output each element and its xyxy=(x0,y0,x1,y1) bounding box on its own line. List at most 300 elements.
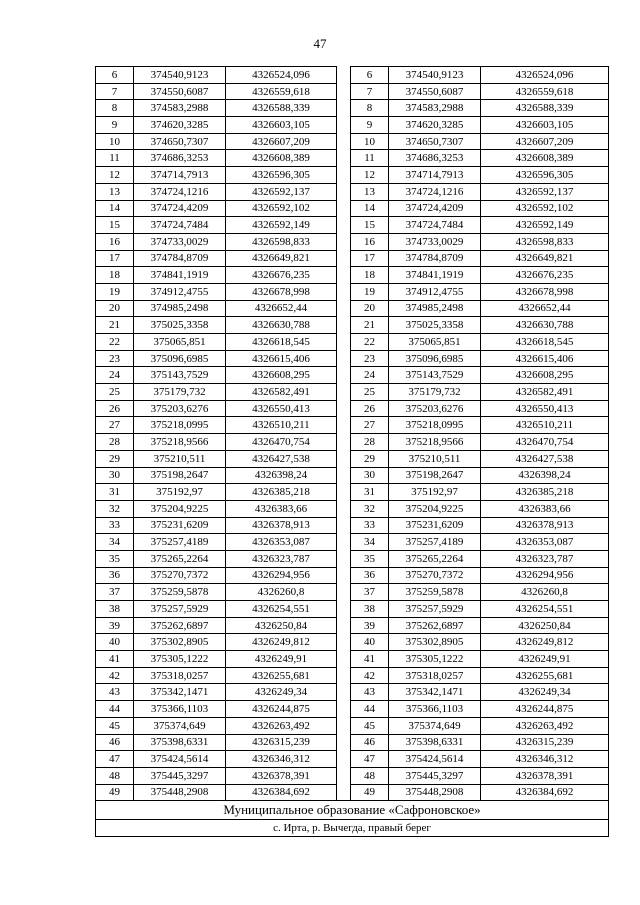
column-gap xyxy=(337,450,351,467)
column-gap xyxy=(337,300,351,317)
point-number-right: 28 xyxy=(351,434,389,451)
y-coordinate-right: 4326255,681 xyxy=(481,667,609,684)
x-coordinate-right: 374724,1216 xyxy=(389,183,481,200)
point-number-right: 30 xyxy=(351,467,389,484)
y-coordinate-right: 4326559,618 xyxy=(481,83,609,100)
point-number-right: 19 xyxy=(351,283,389,300)
y-coordinate-right: 4326378,913 xyxy=(481,517,609,534)
y-coordinate-right: 4326510,211 xyxy=(481,417,609,434)
table-row xyxy=(96,117,609,134)
point-number-right: 6 xyxy=(351,67,389,84)
column-gap xyxy=(337,150,351,167)
x-coordinate-left: 375257,5929 xyxy=(134,601,226,618)
x-coordinate-left: 375179,732 xyxy=(134,384,226,401)
point-number-right: 37 xyxy=(351,584,389,601)
point-number-right: 15 xyxy=(351,217,389,234)
column-gap xyxy=(337,517,351,534)
y-coordinate-left: 4326398,24 xyxy=(226,467,337,484)
table-row xyxy=(96,150,609,167)
y-coordinate-left: 4326652,44 xyxy=(226,300,337,317)
x-coordinate-right: 375342,1471 xyxy=(389,684,481,701)
y-coordinate-left: 4326592,102 xyxy=(226,200,337,217)
x-coordinate-right: 375259,5878 xyxy=(389,584,481,601)
y-coordinate-right: 4326244,875 xyxy=(481,701,609,718)
x-coordinate-left: 375342,1471 xyxy=(134,684,226,701)
y-coordinate-right: 4326598,833 xyxy=(481,233,609,250)
x-coordinate-left: 375302,8905 xyxy=(134,634,226,651)
y-coordinate-right: 4326378,391 xyxy=(481,767,609,784)
x-coordinate-left: 375262,6897 xyxy=(134,617,226,634)
table-row xyxy=(96,250,609,267)
y-coordinate-left: 4326378,913 xyxy=(226,517,337,534)
point-number-right: 12 xyxy=(351,167,389,184)
column-gap xyxy=(337,701,351,718)
point-number-right: 10 xyxy=(351,133,389,150)
point-number-left: 6 xyxy=(96,67,134,84)
point-number-left: 21 xyxy=(96,317,134,334)
y-coordinate-left: 4326384,692 xyxy=(226,784,337,801)
x-coordinate-left: 375305,1222 xyxy=(134,651,226,668)
x-coordinate-left: 375210,511 xyxy=(134,450,226,467)
column-gap xyxy=(337,734,351,751)
point-number-left: 29 xyxy=(96,450,134,467)
x-coordinate-right: 374650,7307 xyxy=(389,133,481,150)
table-row xyxy=(96,367,609,384)
column-gap xyxy=(337,217,351,234)
x-coordinate-left: 374724,7484 xyxy=(134,217,226,234)
point-number-left: 11 xyxy=(96,150,134,167)
y-coordinate-left: 4326630,788 xyxy=(226,317,337,334)
column-gap xyxy=(337,117,351,134)
y-coordinate-right: 4326592,149 xyxy=(481,217,609,234)
point-number-left: 31 xyxy=(96,484,134,501)
y-coordinate-left: 4326353,087 xyxy=(226,534,337,551)
table-row xyxy=(96,233,609,250)
point-number-left: 37 xyxy=(96,584,134,601)
y-coordinate-right: 4326582,491 xyxy=(481,384,609,401)
table-row xyxy=(96,601,609,618)
column-gap xyxy=(337,100,351,117)
table-row xyxy=(96,133,609,150)
y-coordinate-left: 4326255,681 xyxy=(226,667,337,684)
y-coordinate-left: 4326249,812 xyxy=(226,634,337,651)
table-row xyxy=(96,534,609,551)
x-coordinate-right: 375398,6331 xyxy=(389,734,481,751)
point-number-left: 41 xyxy=(96,651,134,668)
column-gap xyxy=(337,717,351,734)
y-coordinate-left: 4326315,239 xyxy=(226,734,337,751)
y-coordinate-right: 4326652,44 xyxy=(481,300,609,317)
x-coordinate-left: 374540,9123 xyxy=(134,67,226,84)
x-coordinate-left: 374724,4209 xyxy=(134,200,226,217)
point-number-left: 30 xyxy=(96,467,134,484)
y-coordinate-left: 4326582,491 xyxy=(226,384,337,401)
x-coordinate-left: 374686,3253 xyxy=(134,150,226,167)
column-gap xyxy=(337,133,351,150)
column-gap xyxy=(337,384,351,401)
point-number-right: 32 xyxy=(351,500,389,517)
column-gap xyxy=(337,233,351,250)
point-number-right: 31 xyxy=(351,484,389,501)
y-coordinate-left: 4326510,211 xyxy=(226,417,337,434)
y-coordinate-left: 4326588,339 xyxy=(226,100,337,117)
x-coordinate-left: 375231,6209 xyxy=(134,517,226,534)
x-coordinate-left: 374724,1216 xyxy=(134,183,226,200)
y-coordinate-right: 4326603,105 xyxy=(481,117,609,134)
x-coordinate-left: 375192,97 xyxy=(134,484,226,501)
y-coordinate-right: 4326250,84 xyxy=(481,617,609,634)
coordinates-table xyxy=(95,66,609,837)
table-row xyxy=(96,767,609,784)
x-coordinate-left: 375424,5614 xyxy=(134,751,226,768)
point-number-right: 27 xyxy=(351,417,389,434)
y-coordinate-right: 4326470,754 xyxy=(481,434,609,451)
column-gap xyxy=(337,267,351,284)
y-coordinate-left: 4326592,149 xyxy=(226,217,337,234)
point-number-right: 42 xyxy=(351,667,389,684)
point-number-left: 32 xyxy=(96,500,134,517)
column-gap xyxy=(337,200,351,217)
table-row xyxy=(96,734,609,751)
y-coordinate-right: 4326254,551 xyxy=(481,601,609,618)
x-coordinate-right: 375065,851 xyxy=(389,334,481,351)
x-coordinate-left: 374650,7307 xyxy=(134,133,226,150)
y-coordinate-right: 4326607,209 xyxy=(481,133,609,150)
x-coordinate-right: 374733,0029 xyxy=(389,233,481,250)
point-number-right: 43 xyxy=(351,684,389,701)
column-gap xyxy=(337,467,351,484)
location-heading: с. Ирта, р. Вычегда, правый берег xyxy=(96,820,609,837)
x-coordinate-right: 374985,2498 xyxy=(389,300,481,317)
point-number-left: 26 xyxy=(96,400,134,417)
x-coordinate-left: 374714,7913 xyxy=(134,167,226,184)
point-number-left: 40 xyxy=(96,634,134,651)
column-gap xyxy=(337,634,351,651)
y-coordinate-right: 4326649,821 xyxy=(481,250,609,267)
x-coordinate-right: 375366,1103 xyxy=(389,701,481,718)
y-coordinate-right: 4326550,413 xyxy=(481,400,609,417)
table-row xyxy=(96,584,609,601)
y-coordinate-left: 4326550,413 xyxy=(226,400,337,417)
y-coordinate-left: 4326598,833 xyxy=(226,233,337,250)
x-coordinate-right: 374620,3285 xyxy=(389,117,481,134)
table-row xyxy=(96,484,609,501)
x-coordinate-right: 375305,1222 xyxy=(389,651,481,668)
point-number-left: 8 xyxy=(96,100,134,117)
column-gap xyxy=(337,751,351,768)
y-coordinate-right: 4326315,239 xyxy=(481,734,609,751)
column-gap xyxy=(337,167,351,184)
x-coordinate-right: 375270,7372 xyxy=(389,567,481,584)
x-coordinate-right: 375143,7529 xyxy=(389,367,481,384)
y-coordinate-left: 4326378,391 xyxy=(226,767,337,784)
point-number-right: 11 xyxy=(351,150,389,167)
point-number-right: 17 xyxy=(351,250,389,267)
x-coordinate-right: 375318,0257 xyxy=(389,667,481,684)
y-coordinate-left: 4326470,754 xyxy=(226,434,337,451)
x-coordinate-left: 375203,6276 xyxy=(134,400,226,417)
x-coordinate-left: 374784,8709 xyxy=(134,250,226,267)
point-number-left: 44 xyxy=(96,701,134,718)
y-coordinate-right: 4326249,812 xyxy=(481,634,609,651)
point-number-left: 28 xyxy=(96,434,134,451)
x-coordinate-left: 375143,7529 xyxy=(134,367,226,384)
y-coordinate-right: 4326588,339 xyxy=(481,100,609,117)
table-row xyxy=(96,317,609,334)
y-coordinate-right: 4326263,492 xyxy=(481,717,609,734)
y-coordinate-left: 4326294,956 xyxy=(226,567,337,584)
y-coordinate-left: 4326524,096 xyxy=(226,67,337,84)
y-coordinate-left: 4326263,492 xyxy=(226,717,337,734)
column-gap xyxy=(337,317,351,334)
page-number: 47 xyxy=(313,36,327,51)
coordinates-table-body xyxy=(96,67,609,801)
table-row xyxy=(96,350,609,367)
x-coordinate-left: 375025,3358 xyxy=(134,317,226,334)
x-coordinate-right: 374912,4755 xyxy=(389,283,481,300)
point-number-left: 9 xyxy=(96,117,134,134)
point-number-right: 23 xyxy=(351,350,389,367)
y-coordinate-left: 4326254,551 xyxy=(226,601,337,618)
x-coordinate-right: 375374,649 xyxy=(389,717,481,734)
table-row xyxy=(96,400,609,417)
table-row xyxy=(96,500,609,517)
y-coordinate-left: 4326603,105 xyxy=(226,117,337,134)
point-number-left: 38 xyxy=(96,601,134,618)
point-number-right: 13 xyxy=(351,183,389,200)
y-coordinate-right: 4326615,406 xyxy=(481,350,609,367)
column-gap xyxy=(337,183,351,200)
y-coordinate-left: 4326427,538 xyxy=(226,450,337,467)
x-coordinate-right: 374724,7484 xyxy=(389,217,481,234)
x-coordinate-left: 374550,6087 xyxy=(134,83,226,100)
table-row xyxy=(96,100,609,117)
point-number-left: 18 xyxy=(96,267,134,284)
point-number-right: 21 xyxy=(351,317,389,334)
y-coordinate-left: 4326385,218 xyxy=(226,484,337,501)
y-coordinate-right: 4326524,096 xyxy=(481,67,609,84)
y-coordinate-left: 4326678,998 xyxy=(226,283,337,300)
point-number-left: 15 xyxy=(96,217,134,234)
column-gap xyxy=(337,400,351,417)
y-coordinate-left: 4326260,8 xyxy=(226,584,337,601)
point-number-right: 29 xyxy=(351,450,389,467)
x-coordinate-right: 374714,7913 xyxy=(389,167,481,184)
point-number-right: 35 xyxy=(351,550,389,567)
table-row xyxy=(96,701,609,718)
table-row xyxy=(96,651,609,668)
x-coordinate-right: 375204,9225 xyxy=(389,500,481,517)
point-number-right: 20 xyxy=(351,300,389,317)
column-gap xyxy=(337,667,351,684)
x-coordinate-right: 375198,2647 xyxy=(389,467,481,484)
y-coordinate-right: 4326398,24 xyxy=(481,467,609,484)
point-number-right: 22 xyxy=(351,334,389,351)
point-number-left: 23 xyxy=(96,350,134,367)
point-number-left: 19 xyxy=(96,283,134,300)
point-number-left: 35 xyxy=(96,550,134,567)
y-coordinate-right: 4326294,956 xyxy=(481,567,609,584)
y-coordinate-right: 4326346,312 xyxy=(481,751,609,768)
column-gap xyxy=(337,283,351,300)
y-coordinate-left: 4326249,34 xyxy=(226,684,337,701)
table-row xyxy=(96,617,609,634)
table-row xyxy=(96,434,609,451)
column-gap xyxy=(337,500,351,517)
point-number-right: 24 xyxy=(351,367,389,384)
table-row xyxy=(96,550,609,567)
point-number-right: 45 xyxy=(351,717,389,734)
point-number-left: 33 xyxy=(96,517,134,534)
point-number-left: 47 xyxy=(96,751,134,768)
x-coordinate-left: 375096,6985 xyxy=(134,350,226,367)
column-gap xyxy=(337,250,351,267)
x-coordinate-left: 374733,0029 xyxy=(134,233,226,250)
table-row xyxy=(96,450,609,467)
point-number-left: 39 xyxy=(96,617,134,634)
y-coordinate-left: 4326615,406 xyxy=(226,350,337,367)
y-coordinate-right: 4326353,087 xyxy=(481,534,609,551)
point-number-right: 9 xyxy=(351,117,389,134)
point-number-left: 20 xyxy=(96,300,134,317)
y-coordinate-left: 4326676,235 xyxy=(226,267,337,284)
table-row xyxy=(96,567,609,584)
table-row xyxy=(96,784,609,801)
point-number-left: 13 xyxy=(96,183,134,200)
point-number-right: 44 xyxy=(351,701,389,718)
column-gap xyxy=(337,484,351,501)
table-row xyxy=(96,267,609,284)
x-coordinate-left: 375218,0995 xyxy=(134,417,226,434)
point-number-left: 10 xyxy=(96,133,134,150)
point-number-left: 12 xyxy=(96,167,134,184)
y-coordinate-right: 4326249,34 xyxy=(481,684,609,701)
column-gap xyxy=(337,567,351,584)
y-coordinate-left: 4326250,84 xyxy=(226,617,337,634)
point-number-right: 48 xyxy=(351,767,389,784)
y-coordinate-left: 4326649,821 xyxy=(226,250,337,267)
x-coordinate-right: 374784,8709 xyxy=(389,250,481,267)
column-gap xyxy=(337,684,351,701)
point-number-right: 18 xyxy=(351,267,389,284)
y-coordinate-right: 4326323,787 xyxy=(481,550,609,567)
x-coordinate-right: 375218,0995 xyxy=(389,417,481,434)
y-coordinate-left: 4326618,545 xyxy=(226,334,337,351)
y-coordinate-left: 4326608,389 xyxy=(226,150,337,167)
point-number-left: 42 xyxy=(96,667,134,684)
y-coordinate-right: 4326596,305 xyxy=(481,167,609,184)
point-number-right: 16 xyxy=(351,233,389,250)
x-coordinate-right: 375025,3358 xyxy=(389,317,481,334)
y-coordinate-right: 4326249,91 xyxy=(481,651,609,668)
table-row xyxy=(96,217,609,234)
x-coordinate-right: 375179,732 xyxy=(389,384,481,401)
x-coordinate-left: 375257,4189 xyxy=(134,534,226,551)
column-gap xyxy=(337,334,351,351)
x-coordinate-left: 374912,4755 xyxy=(134,283,226,300)
table-row xyxy=(96,517,609,534)
x-coordinate-left: 374985,2498 xyxy=(134,300,226,317)
point-number-right: 46 xyxy=(351,734,389,751)
table-row xyxy=(96,467,609,484)
y-coordinate-right: 4326608,295 xyxy=(481,367,609,384)
column-gap xyxy=(337,651,351,668)
x-coordinate-left: 375448,2908 xyxy=(134,784,226,801)
column-gap xyxy=(337,584,351,601)
column-gap xyxy=(337,784,351,801)
table-row xyxy=(96,334,609,351)
point-number-left: 46 xyxy=(96,734,134,751)
y-coordinate-left: 4326596,305 xyxy=(226,167,337,184)
y-coordinate-left: 4326607,209 xyxy=(226,133,337,150)
x-coordinate-right: 375265,2264 xyxy=(389,550,481,567)
point-number-left: 22 xyxy=(96,334,134,351)
point-number-right: 8 xyxy=(351,100,389,117)
column-gap xyxy=(337,67,351,84)
y-coordinate-left: 4326559,618 xyxy=(226,83,337,100)
table-row xyxy=(96,167,609,184)
y-coordinate-left: 4326383,66 xyxy=(226,500,337,517)
point-number-left: 36 xyxy=(96,567,134,584)
table-row xyxy=(96,684,609,701)
x-coordinate-right: 375203,6276 xyxy=(389,400,481,417)
point-number-left: 24 xyxy=(96,367,134,384)
point-number-right: 40 xyxy=(351,634,389,651)
x-coordinate-left: 374841,1919 xyxy=(134,267,226,284)
y-coordinate-left: 4326346,312 xyxy=(226,751,337,768)
point-number-left: 7 xyxy=(96,83,134,100)
table-row xyxy=(96,417,609,434)
x-coordinate-left: 375265,2264 xyxy=(134,550,226,567)
column-gap xyxy=(337,434,351,451)
point-number-right: 36 xyxy=(351,567,389,584)
y-coordinate-right: 4326608,389 xyxy=(481,150,609,167)
x-coordinate-left: 375270,7372 xyxy=(134,567,226,584)
x-coordinate-right: 375424,5614 xyxy=(389,751,481,768)
point-number-right: 14 xyxy=(351,200,389,217)
x-coordinate-right: 375257,4189 xyxy=(389,534,481,551)
table-row xyxy=(96,634,609,651)
x-coordinate-left: 375218,9566 xyxy=(134,434,226,451)
point-number-left: 48 xyxy=(96,767,134,784)
point-number-right: 33 xyxy=(351,517,389,534)
y-coordinate-right: 4326618,545 xyxy=(481,334,609,351)
point-number-left: 45 xyxy=(96,717,134,734)
x-coordinate-right: 375448,2908 xyxy=(389,784,481,801)
table-row xyxy=(96,717,609,734)
x-coordinate-left: 375065,851 xyxy=(134,334,226,351)
y-coordinate-right: 4326630,788 xyxy=(481,317,609,334)
x-coordinate-right: 375262,6897 xyxy=(389,617,481,634)
y-coordinate-right: 4326385,218 xyxy=(481,484,609,501)
x-coordinate-right: 375445,3297 xyxy=(389,767,481,784)
point-number-right: 47 xyxy=(351,751,389,768)
point-number-right: 41 xyxy=(351,651,389,668)
point-number-left: 17 xyxy=(96,250,134,267)
x-coordinate-left: 375204,9225 xyxy=(134,500,226,517)
point-number-right: 25 xyxy=(351,384,389,401)
table-row xyxy=(96,83,609,100)
table-row xyxy=(96,283,609,300)
x-coordinate-left: 374583,2988 xyxy=(134,100,226,117)
x-coordinate-right: 374583,2988 xyxy=(389,100,481,117)
x-coordinate-right: 375096,6985 xyxy=(389,350,481,367)
column-gap xyxy=(337,417,351,434)
column-gap xyxy=(337,534,351,551)
x-coordinate-left: 375318,0257 xyxy=(134,667,226,684)
x-coordinate-right: 375210,511 xyxy=(389,450,481,467)
y-coordinate-right: 4326384,692 xyxy=(481,784,609,801)
